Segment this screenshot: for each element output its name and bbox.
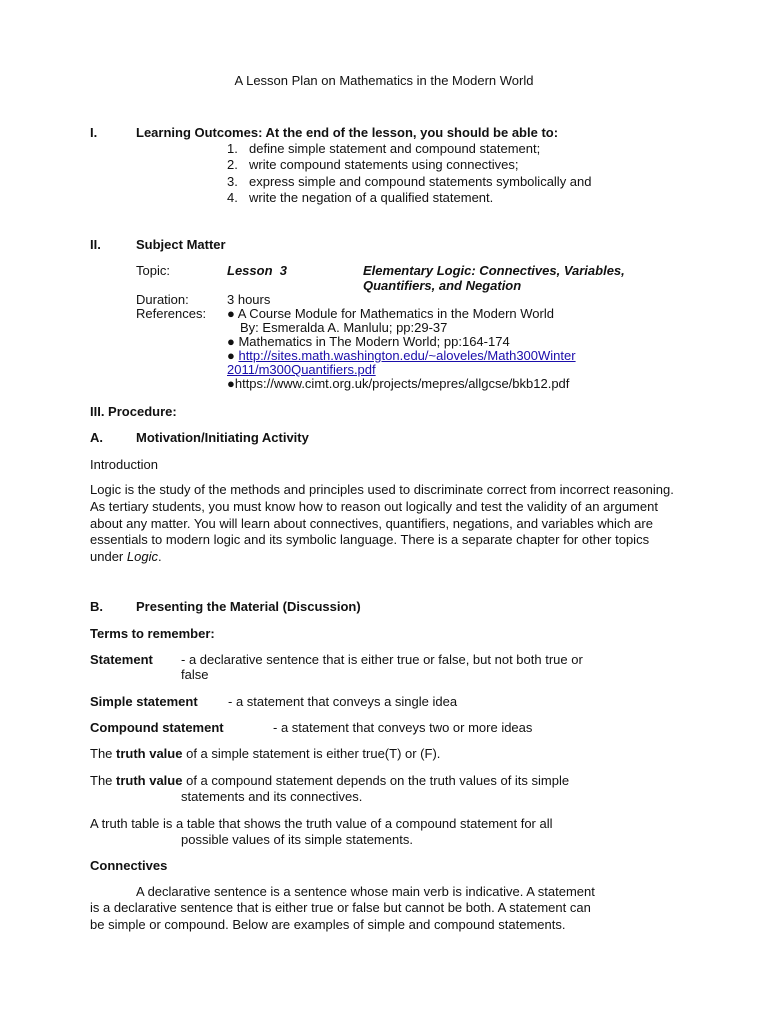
terms-heading: Terms to remember: bbox=[90, 626, 215, 641]
reference-3-bullet: ● bbox=[227, 348, 239, 363]
truth-value-compound-line-2: statements and its connectives. bbox=[181, 789, 363, 804]
section-1-heading: Learning Outcomes: At the end of the lesson, you should be able to: bbox=[136, 125, 559, 140]
statement-term: Statement bbox=[90, 652, 153, 667]
section-3-heading: III. Procedure: bbox=[90, 404, 177, 419]
outcome-1-text: define simple statement and compound statement; bbox=[249, 141, 541, 156]
outcome-1-num: 1. bbox=[227, 141, 238, 156]
section-2-heading: Subject Matter bbox=[136, 237, 226, 252]
reference-3-link[interactable]: http://sites.math.washington.edu/~aloveles/Math300Winter bbox=[238, 348, 576, 363]
statement-definition-line-2: false bbox=[181, 667, 209, 682]
truth-value-simple: The truth value of a simple statement is either true(T) or (F). bbox=[90, 746, 441, 761]
connectives-heading: Connectives bbox=[90, 858, 168, 873]
outcome-2-text: write compound statements using connectives; bbox=[249, 157, 519, 172]
outcome-3-num: 3. bbox=[227, 174, 238, 189]
reference-1-line-2: By: Esmeralda A. Manlulu; pp:29-37 bbox=[240, 320, 448, 335]
section-1-numeral: I. bbox=[90, 125, 98, 140]
statement-definition-line-1: - a declarative sentence that is either true or false, but not both true or bbox=[181, 652, 583, 667]
truth-table-line-2: possible values of its simple statements. bbox=[181, 832, 413, 847]
subsection-b-heading: Presenting the Material (Discussion) bbox=[136, 599, 361, 614]
introduction-label: Introduction bbox=[90, 457, 158, 472]
outcome-4-num: 4. bbox=[227, 190, 238, 205]
topic-title-line-1: Elementary Logic: Connectives, Variables, bbox=[363, 263, 625, 278]
compound-statement-definition: - a statement that conveys two or more ideas bbox=[273, 720, 533, 735]
subsection-a-heading: Motivation/Initiating Activity bbox=[136, 430, 309, 445]
reference-3-link-continued[interactable]: 2011/m300Quantifiers.pdf bbox=[227, 362, 376, 377]
connectives-paragraph-line-1: A declarative sentence is a sentence whose main verb is indicative. A statement bbox=[136, 884, 595, 899]
duration-label: Duration: bbox=[136, 292, 189, 307]
topic-title-line-2: Quantifiers, and Negation bbox=[363, 278, 522, 293]
connectives-paragraph-line-3: be simple or compound. Below are examples of simple and compound statements. bbox=[90, 917, 566, 932]
topic-label: Topic: bbox=[136, 263, 170, 278]
section-2-numeral: II. bbox=[90, 237, 101, 252]
subsection-b-numeral: B. bbox=[90, 599, 103, 614]
references-label: References: bbox=[136, 306, 207, 321]
outcome-3-text: express simple and compound statements symbolically and bbox=[249, 174, 592, 189]
simple-statement-definition: - a statement that conveys a single idea bbox=[228, 694, 458, 709]
outcome-4-text: write the negation of a qualified statement. bbox=[249, 190, 494, 205]
logic-paragraph: Logic is the study of the methods and principles used to discriminate correct from incorrect reasoning. As tertiary students, you must know how to reason out logically and test the validity of an argument about any matter. You will learn about connectives, quantifiers, negations, and variables which are essentials to modern logic and its symbolic language. There is a separate chapter for other topics under Logic. bbox=[90, 482, 674, 565]
page-title: A Lesson Plan on Mathematics in the Modern World bbox=[234, 73, 534, 88]
reference-4: ●https://www.cimt.org.uk/projects/mepres/allgcse/bkb12.pdf bbox=[227, 376, 570, 391]
outcome-2-num: 2. bbox=[227, 157, 238, 172]
simple-statement-term: Simple statement bbox=[90, 694, 198, 709]
compound-statement-term: Compound statement bbox=[90, 720, 224, 735]
truth-table-line-1: A truth table is a table that shows the truth value of a compound statement for all bbox=[90, 816, 553, 831]
truth-value-compound-line-1: The truth value of a compound statement depends on the truth values of its simple bbox=[90, 773, 570, 788]
subsection-a-numeral: A. bbox=[90, 430, 103, 445]
duration-value: 3 hours bbox=[227, 292, 271, 307]
lesson-number: Lesson 3 bbox=[227, 263, 287, 278]
reference-2: ● Mathematics in The Modern World; pp:164-174 bbox=[227, 334, 510, 349]
reference-1-line-1: ● A Course Module for Mathematics in the Modern World bbox=[227, 306, 554, 321]
connectives-paragraph-line-2: is a declarative sentence that is either true or false but cannot be both. A statement can bbox=[90, 900, 591, 915]
